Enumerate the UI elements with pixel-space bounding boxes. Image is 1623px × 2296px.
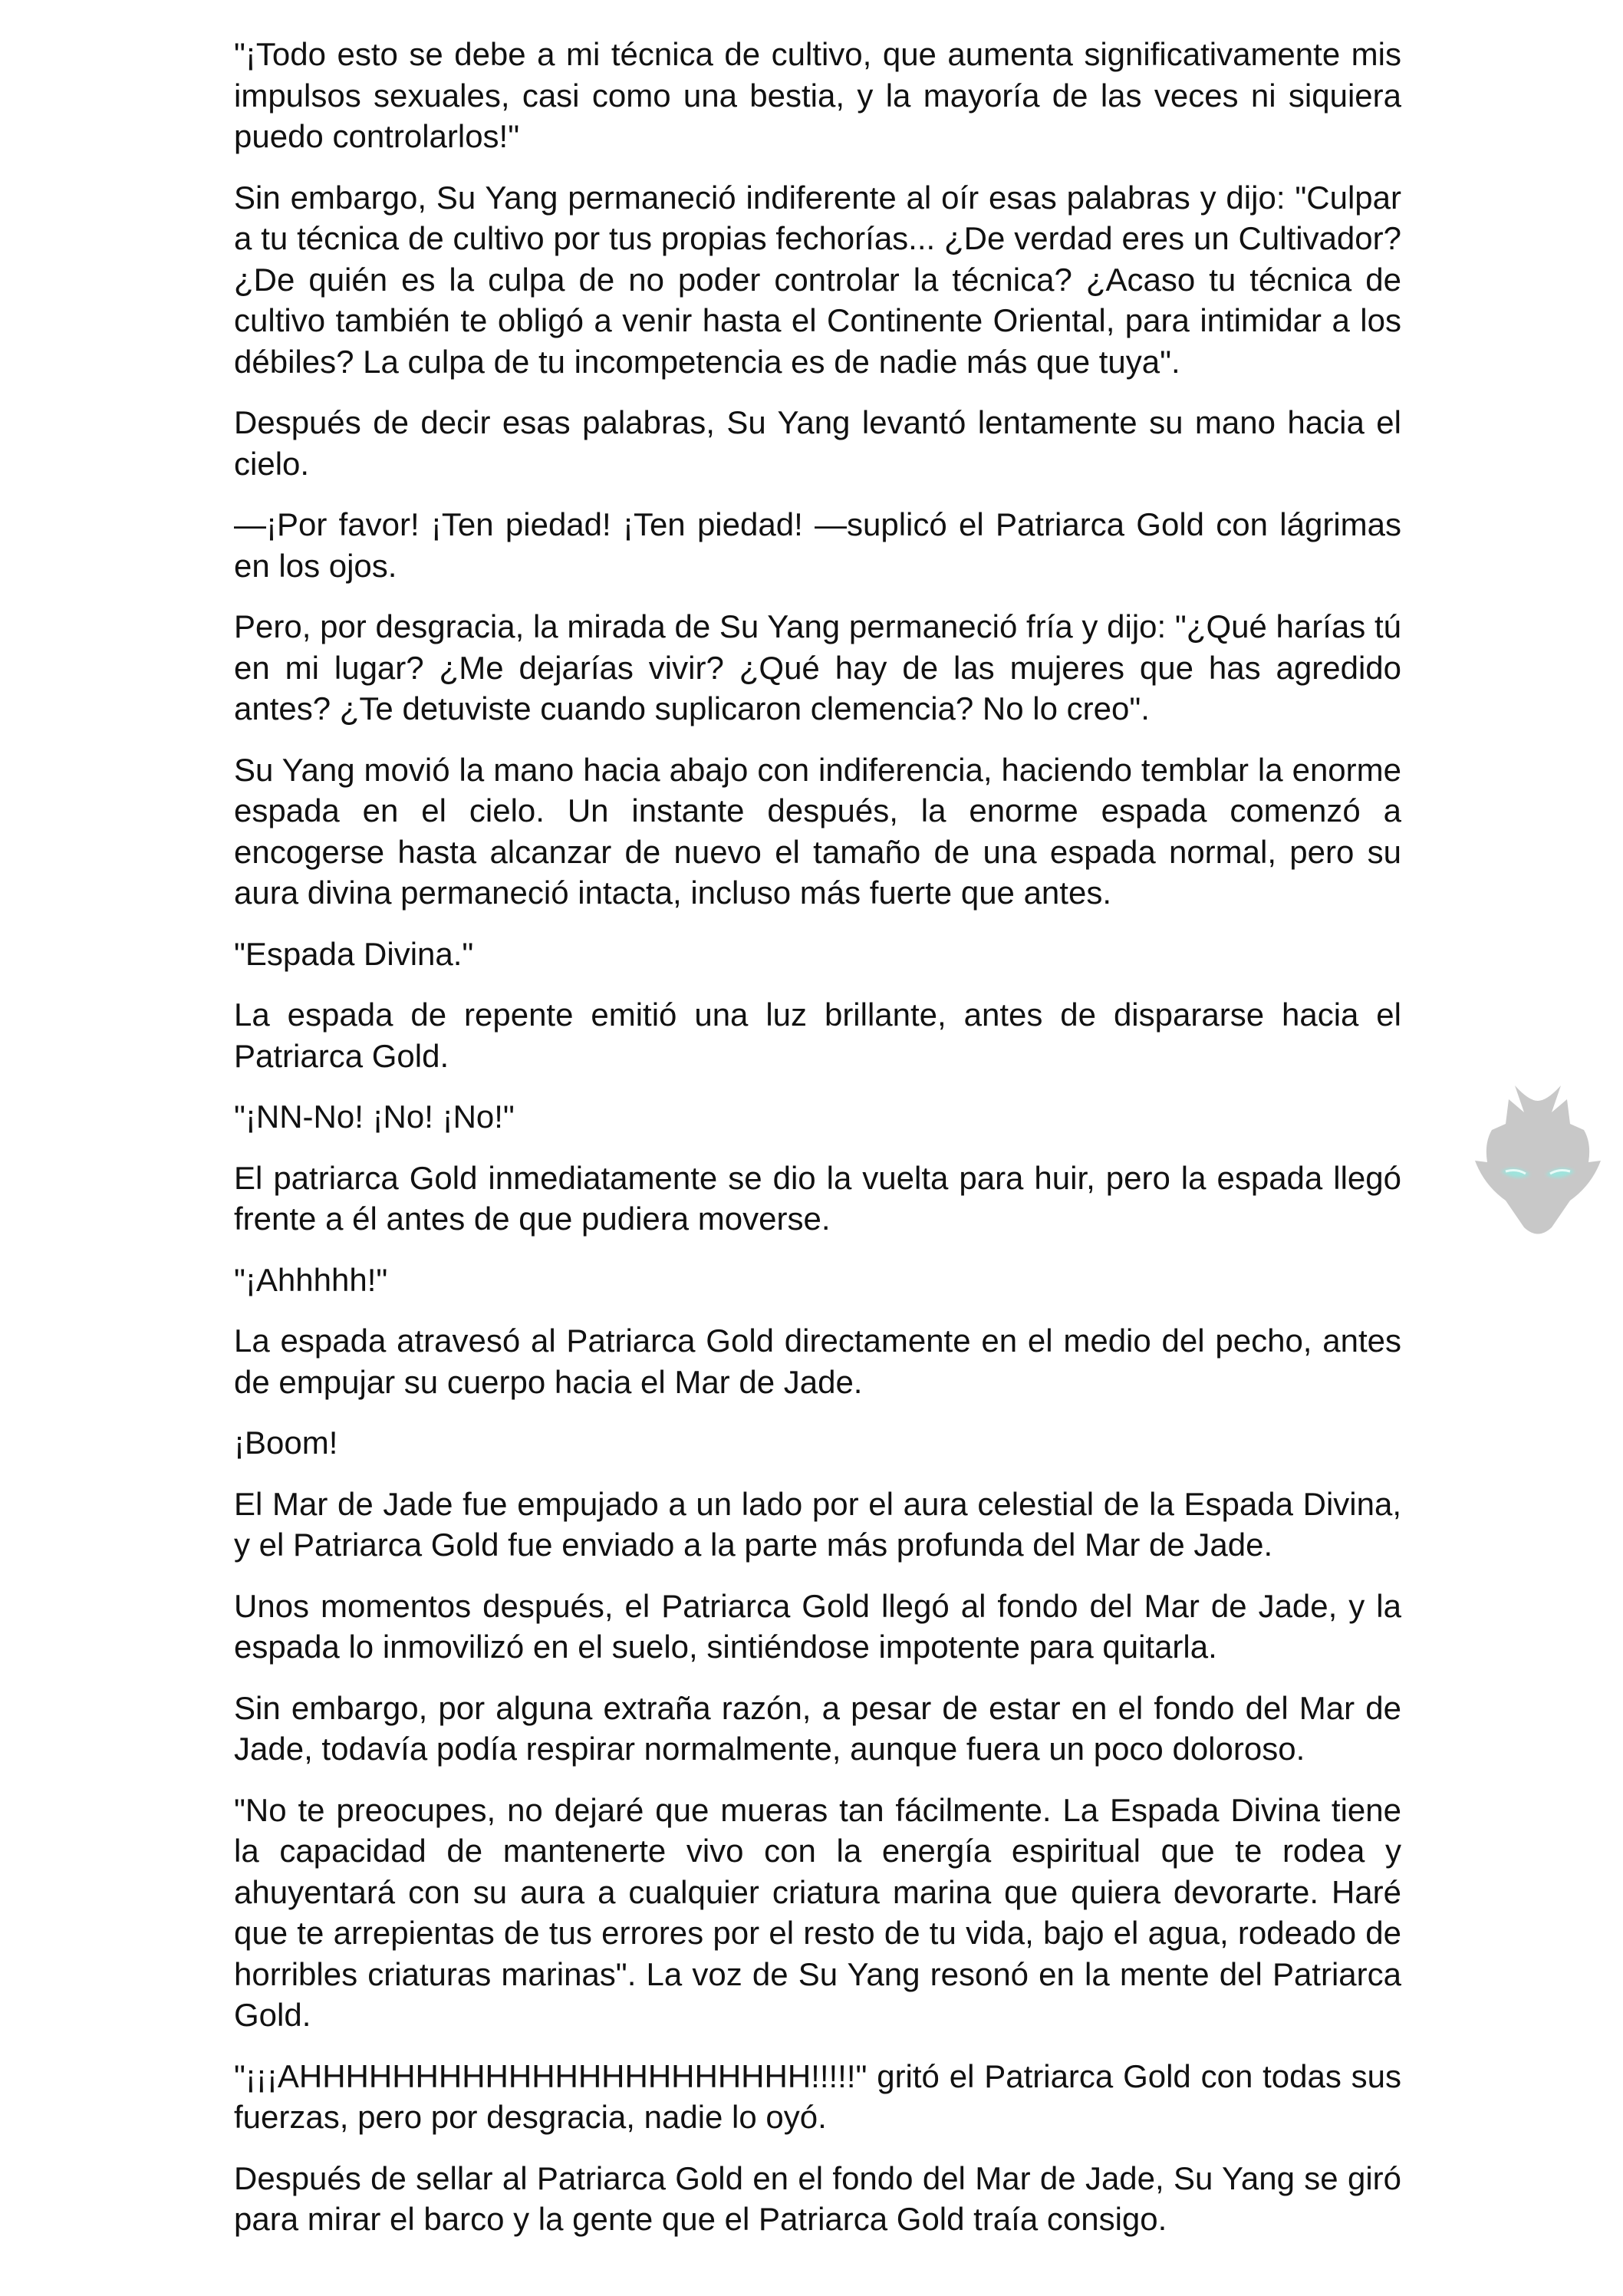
paragraph-17: "No te preocupes, no dejaré que mueras tan fácilmente. La Espada Divina tiene la capacidad de mantenerte vivo con la energía espiritual que te rodea y ahuyentará con su aura a cualquier criatura marina que quiera devorarte. Haré que te arrepientas de tus errores por el resto de tu vida, bajo el agua, rodeado de horribles criaturas marinas". La voz de Su Yang resonó en la mente del Patriarca Gold. [234, 1791, 1401, 2033]
paragraph-19: Después de sellar al Patriarca Gold en el fondo del Mar de Jade, Su Yang se giró para mirar el barco y la gente que el Patriarca Gold traía consigo. [234, 2159, 1401, 2237]
paragraph-7: "Espada Divina." [234, 935, 474, 972]
paragraph-12: La espada atravesó al Patriarca Gold directamente en el medio del pecho, antes de empujar su cuerpo hacia el Mar de Jade. [234, 1323, 1401, 1400]
paragraph-4: —¡Por favor! ¡Ten piedad! ¡Ten piedad! —suplicó el Patriarca Gold con lágrimas en los ojos. [234, 506, 1401, 584]
paragraph-9: "¡NN-No! ¡No! ¡No!" [234, 1099, 515, 1135]
paragraph-13: ¡Boom! [234, 1425, 338, 1461]
paragraph-11: "¡Ahhhhh!" [234, 1261, 388, 1298]
paragraph-10: El patriarca Gold inmediatamente se dio la vuelta para huir, pero la espada llegó frente a él antes de que pudiera moverse. [234, 1159, 1401, 1237]
paragraph-3: Después de decir esas palabras, Su Yang levantó lentamente su mano hacia el cielo. [234, 404, 1401, 482]
paragraph-2: Sin embargo, Su Yang permaneció indiferente al oír esas palabras y dijo: "Culpar a tu técnica de cultivo por tus propias fechorías... ¿De verdad eres un Cultivador? ¿De quién es la culpa de no poder controlar la técnica? ¿Acaso tu técnica de cultivo también te obligó a venir hasta el Continente Oriental, para intimidar a los débiles? La culpa de tu incompetencia es de nadie más que tuya". [234, 179, 1401, 380]
paragraph-6: Su Yang movió la mano hacia abajo con indiferencia, haciendo temblar la enorme espada en el cielo. Un instante después, la enorme espada comenzó a encogerse hasta alcanzar de nuevo el tamaño de una espada normal, pero su aura divina permaneció intacta, incluso más fuerte que antes. [234, 751, 1401, 911]
paragraph-1: "¡Todo esto se debe a mi técnica de cultivo, que aumenta significativamente mis impulsos sexuales, casi como una bestia, y la mayoría de las veces ni siquiera puedo controlarlos!" [234, 36, 1401, 154]
paragraph-8: La espada de repente emitió una luz brillante, antes de dispararse hacia el Patriarca Gold. [234, 996, 1401, 1074]
paragraph-14: El Mar de Jade fue empujado a un lado por el aura celestial de la Espada Divina, y el Patriarca Gold fue enviado a la parte más profunda del Mar de Jade. [234, 1485, 1401, 1563]
paragraph-5: Pero, por desgracia, la mirada de Su Yang permaneció fría y dijo: "¿Qué harías tú en mi lugar? ¿Me dejarías vivir? ¿Qué hay de las mujeres que has agredido antes? ¿Te detuviste cuando suplicaron clemencia? No lo creo". [234, 608, 1401, 726]
document-body [234, 34, 1401, 2260]
demon-head-icon [1461, 1070, 1622, 1247]
paragraph-15: Unos momentos después, el Patriarca Gold llegó al fondo del Mar de Jade, y la espada lo inmovilizó en el suelo, sintiéndose impotente para quitarla. [234, 1587, 1401, 1665]
paragraph-18: "¡¡¡AHHHHHHHHHHHHHHHHHHHHHH!!!!!" gritó el Patriarca Gold con todas sus fuerzas, pero por desgracia, nadie lo oyó. [234, 2057, 1401, 2135]
paragraph-16: Sin embargo, por alguna extraña razón, a pesar de estar en el fondo del Mar de Jade, todavía podía respirar normalmente, aunque fuera un poco doloroso. [234, 1689, 1401, 1767]
